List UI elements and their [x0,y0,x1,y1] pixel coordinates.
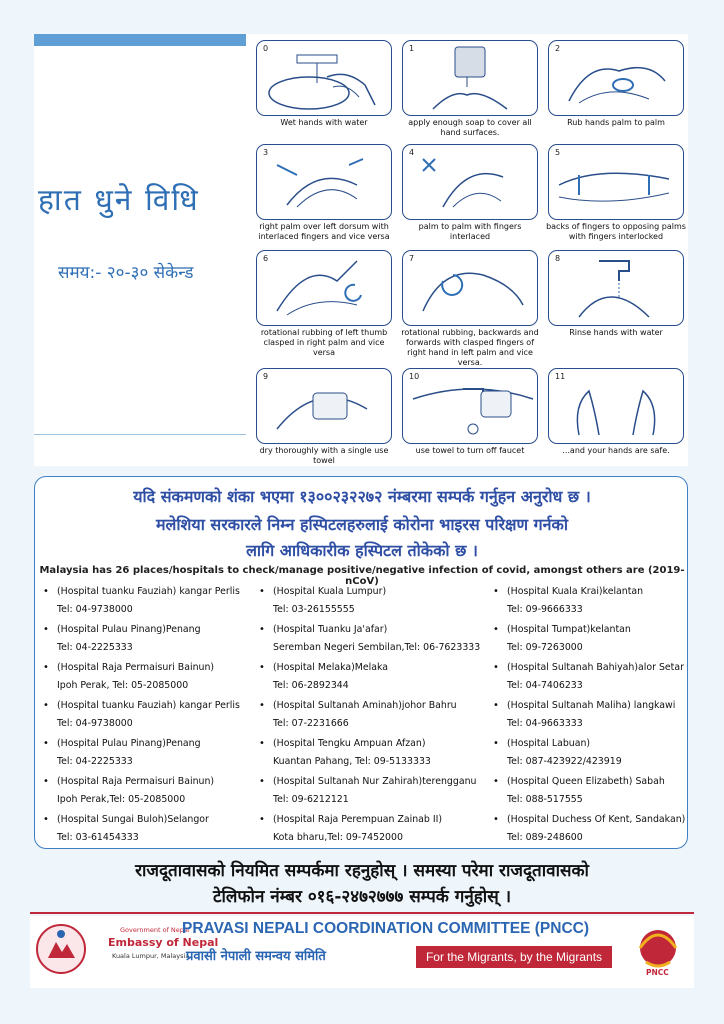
notice-line-3: लागि आधिकारीक हस्पिटल तोकेको छ । [246,541,478,560]
page-title: हात धुने विधि [38,183,200,218]
hospital-phone: Tel: 03-26155555 [273,604,355,615]
bullet-icon: • [43,662,49,673]
palm-to-palm-illustration: 2 [548,40,684,116]
step-caption: palm to palm with fingers interlaced [418,222,522,241]
notice-line-2: मलेशिया सरकारले निम्न हस्पिटलहरुलाई कोरोना भाइरस परिक्षण गर्नको [155,515,568,534]
hospital-entry [41,621,240,657]
divider [34,434,246,435]
step-caption: dry thoroughly with a single use towel [259,446,389,465]
hospital-name: (Hospital Pulau Pinang)Penang [57,738,201,749]
hospital-phone: Tel: 089-248600 [507,832,583,843]
hospital-phone: Tel: 04-9738000 [57,604,133,615]
rinse-illustration: 8 [548,250,684,326]
bullet-icon: • [259,776,265,787]
contact-line-2: टेलिफोन नंम्बर ०१६-२४७२७७७ सम्पर्क गर्नुहोस् । [212,887,512,907]
hospital-name: (Hospital Tengku Ampuan Afzan) [273,738,426,749]
hospital-entry [257,773,480,809]
hospital-entry [491,811,685,847]
hospital-phone: Tel: 09-7263000 [507,642,583,653]
hospital-entry [491,621,685,657]
step-caption: rotational rubbing, backwards and forwards with clasped fingers of right hand in left palm and vice versa. [401,328,539,367]
hospital-entry [41,659,240,695]
hospital-name: (Hospital Kuala Krai)kelantan [507,586,644,597]
hospital-phone: Tel: 04-9738000 [57,718,133,729]
bullet-icon: • [493,662,499,673]
hospital-name: (Hospital tuanku Fauziah) kangar Perlis [57,586,240,597]
hospital-phone: Tel: 088-517555 [507,794,583,805]
hospital-entry [257,735,480,771]
hospital-name: (Hospital Tuanku Ja'afar) [273,624,388,635]
bullet-icon: • [259,662,265,673]
bullet-icon: • [43,814,49,825]
hospital-entry [491,659,685,695]
hospital-column-2 [257,583,480,849]
step-caption: use towel to turn off faucet [415,446,525,455]
bullet-icon: • [43,738,49,749]
bullet-icon: • [43,776,49,787]
step-caption: Wet hands with water [280,118,368,127]
hospital-phone: Tel: 09-9666333 [507,604,583,615]
wet-hands-illustration: 0 [256,40,392,116]
embassy-location: Kuala Lumpur, Malaysia [112,952,190,960]
hospital-entry [257,621,480,657]
pncc-short-label: PNCC [646,968,669,977]
hospital-phone: Tel: 04-2225333 [57,756,133,767]
step-caption: ...and your hands are safe. [562,446,670,455]
slogan-banner: For the Migrants, by the Migrants [416,946,612,968]
step-caption: rotational rubbing of left thumb clasped in right palm and vice versa [260,328,388,357]
hospital-entry [491,697,685,733]
bullet-icon: • [493,586,499,597]
hospital-phone: Tel: 087-423922/423919 [507,756,622,767]
hospital-name: (Hospital Raja Permaisuri Bainun) [57,662,215,673]
hospital-entry [257,811,480,847]
bullet-icon: • [493,624,499,635]
government-label: Government of Nepal [120,926,190,934]
hospital-entry [491,735,685,771]
hospital-name: (Hospital Sultanah Bahiyah)alor Setar [507,662,684,673]
hospital-phone: Ipoh Perak, Tel: 05-2085000 [57,680,189,691]
hospital-entry [491,583,685,619]
dorsum-illustration: 3 [256,144,392,220]
hospital-name: (Hospital Queen Elizabeth) Sabah [507,776,665,787]
hospital-phone: Seremban Negeri Sembilan,Tel: 06-7623333 [273,642,481,653]
pncc-logo-icon [630,922,686,968]
hospital-name: (Hospital Melaka)Melaka [273,662,388,673]
hospital-intro: Malaysia has 26 places/hospitals to check/manage positive/negative infection of covid, amongst others are (2019-nCoV) [39,565,685,587]
hospital-phone: Kota bharu,Tel: 09-7452000 [273,832,403,843]
hospital-phone: Kuantan Pahang, Tel: 09-5133333 [273,756,431,767]
hospital-name: (Hospital Sultanah Nur Zahirah)terengganu [273,776,477,787]
hospital-name: (Hospital Raja Permaisuri Bainun) [57,776,215,787]
bullet-icon: • [493,700,499,711]
hospital-phone: Tel: 09-6212121 [273,794,349,805]
bullet-icon: • [43,700,49,711]
hospital-entry [41,583,240,619]
step-caption: Rinse hands with water [569,328,663,337]
bullet-icon: • [259,586,265,597]
faucet-illustration: 10 [402,368,538,444]
hospital-phone: Tel: 04-9663333 [507,718,583,729]
hospital-phone: Tel: 07-2231666 [273,718,349,729]
hospital-name: (Hospital Sungai Buloh)Selangor [57,814,209,825]
step-caption: backs of fingers to opposing palms with fingers interlocked [546,222,686,241]
hospital-name: (Hospital Pulau Pinang)Penang [57,624,201,635]
bullet-icon: • [43,624,49,635]
hospital-entry [491,773,685,809]
bullet-icon: • [493,776,499,787]
hospital-phone: Tel: 04-7406233 [507,680,583,691]
backs-of-fingers-illustration: 5 [548,144,684,220]
hospital-name: (Hospital Sultanah Maliha) langkawi [507,700,676,711]
hospital-phone: Ipoh Perak,Tel: 05-2085000 [57,794,186,805]
step-caption: right palm over left dorsum with interlaced fingers and vice versa [258,222,390,241]
hospital-column-1 [41,583,240,849]
embassy-name: Embassy of Nepal [108,936,219,949]
dry-hands-illustration: 9 [256,368,392,444]
bullet-icon: • [43,586,49,597]
footer [30,916,694,988]
hospital-entry [41,811,240,847]
hospital-phone: Tel: 04-2225333 [57,642,133,653]
step-caption: Rub hands palm to palm [567,118,665,127]
bullet-icon: • [259,738,265,749]
contact-line-1: राजदूतावासको नियमित सम्पर्कमा रहनुहोस् । समस्या परेमा राजदूतावासको [135,861,589,881]
hospital-name: (Hospital Labuan) [507,738,591,749]
fingertip-rubbing-illustration: 7 [402,250,538,326]
hospital-name: (Hospital Raja Perempuan Zainab II) [273,814,443,825]
hospital-name: (Hospital Duchess Of Kent, Sandakan) [507,814,686,825]
hospital-entry [257,583,480,619]
bullet-icon: • [493,814,499,825]
hospital-entry [257,697,480,733]
hospital-column-3 [491,583,685,849]
bullet-icon: • [259,624,265,635]
hospital-phone: Tel: 06-2892344 [273,680,349,691]
pncc-title: PRAVASI NEPALI COORDINATION COMMITTEE (PNCC) [182,920,590,937]
bullet-icon: • [259,700,265,711]
duration-label: समय:- २०-३० सेकेन्ड [58,263,194,283]
hospital-entry [41,773,240,809]
hospital-name: (Hospital Sultanah Aminah)johor Bahru [273,700,457,711]
pncc-nepali-name: प्रवासी नेपाली समन्वय समिति [186,949,326,964]
safe-hands-illustration: 11 [548,368,684,444]
interlaced-illustration: 4 [402,144,538,220]
hospital-entry [41,697,240,733]
hospital-entry [41,735,240,771]
hospital-phone: Tel: 03-61454333 [57,832,139,843]
hospital-info-box [34,476,688,849]
nepal-emblem-icon [34,920,88,978]
thumb-rubbing-illustration: 6 [256,250,392,326]
hospital-name: (Hospital Tumpat)kelantan [507,624,631,635]
step-caption: apply enough soap to cover all hand surfaces. [408,118,532,137]
footer-divider [30,912,694,914]
hospital-entry [257,659,480,695]
notice-line-1: यदि संकमणको शंका भएमा १३००२३२२७२ नंम्बरमा सम्पर्क गर्नुहन अनुरोध छ । [133,487,591,506]
hospital-name: (Hospital Kuala Lumpur) [273,586,387,597]
hospital-name: (Hospital tuanku Fauziah) kangar Perlis [57,700,240,711]
accent-bar [34,34,246,46]
bullet-icon: • [493,738,499,749]
bullet-icon: • [259,814,265,825]
soap-illustration: 1 [402,40,538,116]
